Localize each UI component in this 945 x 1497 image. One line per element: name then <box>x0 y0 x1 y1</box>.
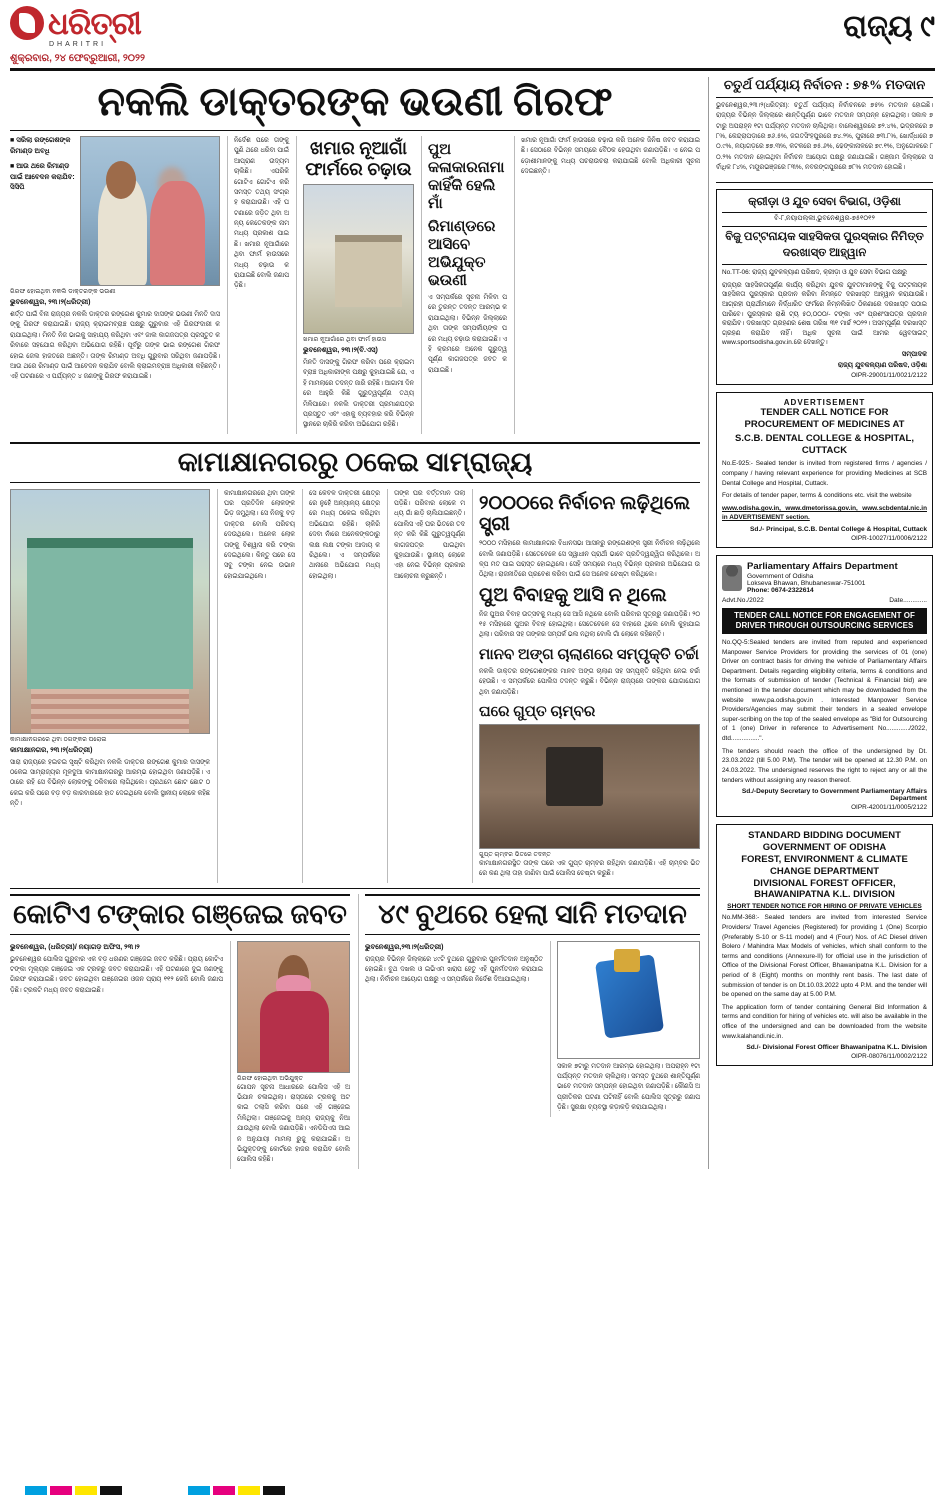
parl-sign: Sd./-Deputy Secretary to Government Parliamentary Affairs Department <box>741 788 927 803</box>
lead-subheadline: ଖମାର ନୂଆଗାଁ ଫାର୍ମରେ ଚଢ଼ାଉ <box>305 138 412 179</box>
cmyk-magenta-1 <box>50 1486 72 1495</box>
mid-col-2-wrap <box>217 489 295 883</box>
sports-ad-signer: ରାଜ୍ୟ ଯୁବକଳ୍ୟାଣ ପରିଷଦ, ଓଡ଼ିଶା <box>837 361 927 369</box>
news-area <box>10 77 700 1169</box>
lead-col-5: ଖମାର ନୂଆଗାଁ ଫାର୍ମ ହାଉସରେ ଚଢ଼ାଉ କରି ଅନେକ ଜିନିଷ ଜବତ କରାଯାଇଛି। ସେଠାରେ ବିଭିନ୍ନ ସମୟରେ ବୈଠକ ହେଉଥିବା ଜଣାପଡ଼ିଛି। ଏ ନେଇ ପଡ଼ୋଶୀମାନଙ୍କୁ ମଧ୍ୟ ପଚରାଉଚରା କରାଯାଇଛି ବୋଲି ଅଧିକାରୀ ସୂଚନା ଦେଇଛନ୍ତି। <box>521 137 700 176</box>
bottom-left-byline: ଭୁବନେଶ୍ୱର, (ଧରିତ୍ରୀ)/ ନୟାଗଡ଼ ଅଫିସ, ୨୩।୨ <box>10 943 140 951</box>
lead-photo-farmhouse <box>303 184 414 334</box>
mid-sub3-text: ନକଲି ଡାକ୍ତର ରଙ୍ଗେଶଙ୍କର ମାନବ ଅଙ୍ଗ ଚାଲାଣ ସହ ସମ୍ପୃକ୍ତି ରହିଥିବା ନେଇ ଚର୍ଚ୍ଚା ହେଉଛି। ଏ ସମ୍ପର୍କରେ ପୋଲିସ ତଦନ୍ତ କରୁଛି। ବିଭିନ୍ନ ରାଜ୍ୟରେ ତାଙ୍କର ଯୋଗାଯୋଗ ଥିବା ଜଣାପଡ଼ିଛି। <box>479 667 700 696</box>
logo-block <box>10 6 145 64</box>
parl-body: No.QQ-5:Sealed tenders are invited from reputed and experienced Manpower Service Providers for providing the services of 01 (one) Driver on contract basis for driving the vehicle of Parliamentary Affairs Department. Details regarding eligibility criteria, terms & conditions and the formats of submission of tender (Technical & Financial bid) are mentioned in the tender document which may be downloaded from the website www.pa.odisha.gov.in . Interested Manpower Service Providers/Agencies may submit their tenders in a sealed envelope super-scribing on the top of the sealed envelope as "Bid for Outsourcing of 1 (one) Driver in reference to Advertisement No............./2022, dtd................". <box>722 638 927 743</box>
forest-l2: GOVERNMENT OF ODISHA <box>762 841 887 853</box>
parl-band-title: TENDER CALL NOTICE FOR ENGAGEMENT OF DRIVER THROUGH OUTSOURCING SERVICES <box>722 608 927 634</box>
ad-forest-tender <box>716 824 933 1066</box>
cmyk-cyan-2 <box>188 1486 210 1495</box>
dental-sign: Sd./- Principal, S.C.B. Dental College & Hospital, Cuttack <box>750 526 927 534</box>
dental-links[interactable]: www.odisha.gov.in, www.dmetorissa.gov.in, www.scbdental.nic.in in ADVERTISEMENT section. <box>722 504 927 522</box>
lead-story <box>10 77 700 434</box>
forest-l1: STANDARD BIDDING DOCUMENT <box>748 830 901 842</box>
cmyk-black-1 <box>100 1486 122 1495</box>
parl-dept: Parliamentary Affairs Department <box>747 561 898 573</box>
dental-advt-label: ADVERTISEMENT <box>783 397 866 407</box>
mid-sub3-headline: ମାନବ ଅଙ୍ଗ ଚାଲାଣରେ ସମ୍ପୃକ୍ତି ଚର୍ଚ୍ଚା <box>479 646 699 663</box>
bottom-right-col-1: ରାଜ୍ୟର ବିଭିନ୍ନ ଜିଲ୍ଲାରେ ୪୯ଟି ବୁଥରେ ଗୁରୁବାର ପୁନର୍ମତଦାନ ଅନୁଷ୍ଠିତ ହୋଇଛି। ବୁଥ ଦଖଲ ଓ ଇଭିଏମ ଖରାପ ହେତୁ ଏହି ପୁନର୍ମତଦାନ କରାଯାଇଥିଲା। ନିର୍ବାଚନ ଆୟୋଗ ପକ୍ଷରୁ ଏ ସମ୍ପର୍କରେ ନିର୍ଦେଶ ଦିଆଯାଇଥିଲା। <box>365 955 543 984</box>
parl-govt: Government of Odisha <box>747 572 814 580</box>
sports-ad-ref: No.TT-06: ରାଜ୍ୟ ଯୁବକଳ୍ୟାଣ ପରିଷଦ, କ୍ରୀଡ଼ା ଓ ଯୁବ ସେବା ବିଭାଗ ପକ୍ଷରୁ <box>722 269 907 277</box>
dental-oipr: OIPR-10027/11/0006/2122 <box>851 535 927 543</box>
mid-sidebars <box>472 489 700 883</box>
lead-subhead-2: ରିମାଣ୍ଡରେ ଆସିବେ ଅଭିଯୁକ୍ତ ଭଉଣୀ <box>428 219 496 289</box>
lead-subhead-1: ପୁଅ କଳାକାରନାମା କାହିଁକି ହେଲି ମାଁ <box>428 142 505 212</box>
sports-ad-oipr: OIPR-29001/11/0021/2122 <box>851 371 927 379</box>
mid-photo-chamber-caption: ଗୁପ୍ତ ଚାମ୍ବର ଭିତରେ ତଦନ୍ତ <box>479 850 551 858</box>
ballot-lid <box>614 949 639 972</box>
cmyk-spacer-2 <box>125 1486 185 1495</box>
parl-oipr: OIPR-42001/11/0005/2122 <box>851 804 927 812</box>
parl-phone: Phone: 0674-2322614 <box>747 586 814 594</box>
dental-body: No.E-925:- Sealed tender is invited from registered firms / agencies / company / having relevant experience for providing Medicines at SCB Dental College and Hospital, Cuttack. <box>722 460 927 487</box>
mid-col-3: ସେ କେବଳ ଡାକ୍ତରୀ କ୍ଷେତ୍ରରେ ନୁହେଁ ଅନ୍ୟାନ୍ୟ କ୍ଷେତ୍ରରେ ମଧ୍ୟ ଠକେଇ କରିଥିବା ଅଭିଯୋଗ ରହିଛି। ଚାକିରି ଦେବା ନାଁରେ ଅନେକଙ୍କଠାରୁ ଲକ୍ଷ ଲକ୍ଷ ଟଙ୍କା ଆଦାୟ କରିଥିଲେ। ଏ ସମ୍ପର୍କରେ ଥାନାରେ ଅଭିଯୋଗ ମଧ୍ୟ ହୋଇଥିଲା। <box>309 489 380 580</box>
bottom-right-headline: ୪୯ ବୁଥରେ ହେଲା ସାନି ମତଦାନ <box>365 894 700 935</box>
divider-1 <box>10 888 700 889</box>
lead-narrow-col <box>227 136 289 434</box>
forest-l5: SHORT TENDER NOTICE FOR HIRING OF PRIVATE VEHICLES <box>727 903 922 911</box>
logo-subtitle: DHARITRI <box>48 41 107 48</box>
bottom-left-story <box>10 894 350 1169</box>
lead-photo-caption: ଗିରଫ ହୋଇଥିବା ନକଲି ଡାକ୍ତରଙ୍କ ଭଉଣୀ <box>10 288 116 295</box>
lead-mid-col <box>296 136 414 434</box>
bottom-left-photo-caption: ଗିରଫ ହୋଇଥିବା ଅଭିଯୁକ୍ତ <box>237 1074 304 1082</box>
cmyk-black-2 <box>263 1486 285 1495</box>
lead-byline: ଭୁବନେଶ୍ୱର, ୨୩।୨(ଧରିତ୍ରୀ) <box>10 299 91 306</box>
mid-headline: କାମାକ୍ଷାନଗରରୁ ଠକେଇ ସାମ୍ରାଜ୍ୟ <box>10 442 700 483</box>
mid-col-1: ସାରା ରାଜ୍ୟରେ ହଇଚଇ ସୃଷ୍ଟି କରିଥିବା ନକଲି ଡାକ୍ତର ରଙ୍ଗେଶ କୁମାର ଦାସଙ୍କ ଠକେଇ ସାମ୍ରାଜ୍ୟର ମୂଳଦୁଆ କାମାକ୍ଷାନଗରରୁ ଆରମ୍ଭ ହୋଇଥିବା ଜଣାପଡ଼ିଛି। ଏଠାରେ ରହି ସେ ବିଭିନ୍ନ ଲୋକଙ୍କୁ ଠକିବାରେ ଲାଗିଥିଲେ। ପ୍ରଥମେ ଛୋଟ ଛୋଟ ଠକେଇ କରି ପରେ ବଡ଼ ବଡ଼ କାରବାରରେ ହାତ ଦେଇଥିଲେ ବୋଲି ସ୍ଥାନୀୟ ଲୋକେ କହିଛନ୍ତି। <box>10 758 210 808</box>
bottom-left-photo <box>237 941 350 1073</box>
mid-photo-house <box>10 489 210 734</box>
sports-ad-body: ରାଜ୍ୟର ସାହସିକତାପୂର୍ଣ୍ଣ କାର୍ଯ୍ୟ କରିଥିବା ଯୁବକ ଯୁବତୀମାନଙ୍କୁ ବିଜୁ ପଟ୍ଟନାୟକ ସାହସିକତା ପୁରସ୍କାର ପ୍ରଦାନ କରିବା ନିମନ୍ତେ ଦରଖାସ୍ତ ଆହ୍ୱାନ କରାଯାଉଛି। ଆଗ୍ରହୀ ପ୍ରାର୍ଥୀମାନେ ନିର୍ଦ୍ଧାରିତ ଫର୍ମରେ ନିମ୍ନଲିଖିତ ଠିକଣାରେ ଦରଖାସ୍ତ ପଠାଇ ପାରିବେ। ପୁରସ୍କାର ରାଶି ଟ୍ୟ ୫୦,୦୦୦/- ଟଙ୍କା ଏବଂ ପ୍ରଶଂସାପତ୍ର ପ୍ରଦାନ କରାଯିବ। ଦରଖାସ୍ତ ଗ୍ରହଣର ଶେଷ ତାରିଖ ୩୧ ମାର୍ଚ୍ଚ ୨୦୨୨। ଅସମ୍ପୂର୍ଣ୍ଣ ଦରଖାସ୍ତ ଗ୍ରହଣ କରାଯିବ ନାହିଁ। ଅଧିକ ସୂଚନା ପାଇଁ ଆମର ୱେବସାଇଟ୍ www.sportsodisha.gov.in.ରେ ଦେଖନ୍ତୁ। <box>722 281 927 347</box>
ad-sports-department <box>716 189 933 385</box>
mid-photo-col <box>10 489 210 883</box>
forest-sign: Sd./- Divisional Forest Officer Bhawanipatna K.L. Division <box>746 1044 927 1052</box>
mid-sub1-headline: ୨୦୦୦ରେ ନିର୍ବାଚନ ଲଢ଼ିଥିଲେ ସ୍ତ୍ରୀ <box>479 492 691 536</box>
mid-col-4-wrap <box>387 489 465 883</box>
dharitri-logo-icon <box>10 6 44 40</box>
mid-byline: କାମାକ୍ଷାନଗର, ୨୩।୨(ଧରିତ୍ରୀ) <box>10 746 93 754</box>
forest-oipr: OIPR-08076/11/0002/2122 <box>851 1053 927 1061</box>
cmyk-yellow-2 <box>238 1486 260 1495</box>
poll-text: ଭୁବନେଶ୍ୱର,୨୩।୨(ଧରିତ୍ରୀ): ଚତୁର୍ଥ ପର୍ଯ୍ୟାୟ ନିର୍ବାଚନରେ ୭୫% ମତଦାନ ହୋଇଛି। ରାଜ୍ୟର ବିଭିନ୍ନ ଜିଲ୍ଲାରେ ଶାନ୍ତିପୂର୍ଣ୍ଣ ଭାବେ ମତଦାନ ସମ୍ପନ୍ନ ହୋଇଥିଲା। ସକାଳ ୭ଟାରୁ ଅପରାହ୍ନ ୧ଟା ପର୍ଯ୍ୟନ୍ତ ମତଦାନ ଚାଲିଥିଲା। ବାଲେଶ୍ୱରରେ ୭୨.୪%, ଭଦ୍ରକରେ ୭୮%, କେନ୍ଦ୍ରାପଡ଼ାରେ ୭୬.୫%, ଜଗତସିଂହପୁରରେ ୭୪.୨%, ପୁରୀରେ ୭୩.୮%, ଖୋର୍ଦ୍ଧାରେ ୭୦.୯%, ନୟାଗଡ଼ରେ ୭୭.୩%, କଟକରେ ୭୫.୬%, ଢେଙ୍କାନାଳରେ ୭୯.୧%, ଅନୁଗୋଳରେ ୮୦.୨% ମତଦାନ ହୋଇଥିବା ନିର୍ବାଚନ ଆୟୋଗ ପକ୍ଷରୁ ଜଣାଯାଇଛି। ଗଞ୍ଜାମ ଜିଲ୍ଲାରେ ସର୍ବାଧିକ ୮୪%, ମୟୂରଭଞ୍ଜରେ ୮୩%, ନବରଙ୍ଗପୁରରେ ୭୮% ମତଦାନ ହୋଇଛି। <box>716 101 933 172</box>
lead-byline-2: ଭୁବନେଶ୍ୱର, ୨୩।୨(ବି.ଏସ୍‌) <box>303 347 378 354</box>
mid-col-2: କାମାକ୍ଷାନଗରରେ ଥିବା ତାଙ୍କ ଘର ପ୍ରତିଦିନ ଲୋକଙ୍କ ଭିଡ଼ ଜମୁଥିଲା। ସେ ନିଜକୁ ବଡ଼ ଡାକ୍ତର ବୋଲି ପରିଚୟ ଦେଉଥିଲେ। ଅନେକ ଲୋକ ତାଙ୍କୁ ବିଶ୍ୱାସ କରି ଟଙ୍କା ଦେଇଥିଲେ। କିନ୍ତୁ ପରେ ସେ ସବୁ ଟଙ୍କା ନେଇ ଉଭାନ ହୋଇଯାଇଥିଲେ। <box>224 489 295 580</box>
bottom-right-col-2: ସକାଳ ୭ଟାରୁ ମତଦାନ ଆରମ୍ଭ ହୋଇଥିଲା। ଅପରାହ୍ନ ୧ଟା ପର୍ଯ୍ୟନ୍ତ ମତଦାନ ଚାଲିଥିଲା। ସମସ୍ତ ବୁଥରେ ଶାନ୍ତିପୂର୍ଣ୍ଣ ଭାବେ ମତଦାନ ସମ୍ପନ୍ନ ହୋଇଥିବା ଜଣାପଡ଼ିଛି। କୌଣସି ଅପ୍ରୀତିକର ଘଟଣା ଘଟିନାହିଁ ବୋଲି ପୋଲିସ ସୂତ୍ରରୁ ଜଣାପଡ଼ିଛି। ସୁରକ୍ଷା ବ୍ୟବସ୍ଥା କଡ଼ାକଡ଼ି କରାଯାଇଥିଲା। <box>557 1062 700 1112</box>
mid-sub4-headline: ଘରେ ଗୁପ୍ତ ଚାମ୍ବର <box>479 703 596 720</box>
sports-dept-address: ବି-୮,ନୟାପଲ୍ଲୀ,ଭୁବନେଶ୍ୱର-୭୫୧୦୧୨ <box>774 215 875 223</box>
lead-col-1: ଶର୍ତ୍ତ ପାଇଁ ବିନା ରାଜ୍ୟର ନକଲି ଡାକ୍ତର ରଙ୍ଗେଶ କୁମାର ଦାସଙ୍କ ଭଉଣୀ ମିନତି ଦାସଙ୍କୁ ଗିରଫ କରାଯାଇଛି। ରାଜ୍ୟ କ୍ରାଇମବ୍ରାଞ୍ଚ ପକ୍ଷରୁ ଗୁରୁବାର ଏହି ଗିରଫଦାରୀ କରାଯାଇଥିଲା। ମିନତି ନିଜ ଭାଇକୁ ସାହାଯ୍ୟ କରିଥିବା ଏବଂ ଜାଲ କାଗଜପତ୍ର ପ୍ରସ୍ତୁତ କରିବାରେ ସହଯୋଗ କରିଥିବା ଅଭିଯୋଗ ରହିଛି। ପୂର୍ବରୁ ତାଙ୍କ ଭାଇ ରଙ୍ଗେଶ ଗିରଫ ହୋଇ ଜେଲ ହାଜତରେ ଅଛନ୍ତି। ତାଙ୍କ ରିମାଣ୍ଡ ଅବଧି ଗୁରୁବାର ସରିଥିବା ଜଣାପଡ଼ିଛି। ଆଉ ଥରେ ରିମାଣ୍ଡ ପାଇଁ ଆବେଦନ କରାଯିବ ବୋଲି କ୍ରାଇମବ୍ରାଞ୍ଚ ଅଧିକାରୀ କହିଛନ୍ତି। ଏହି ଘଟଣାରେ ଏ ପର୍ଯ୍ୟନ୍ତ ୪ ଜଣଙ୍କୁ ଗିରଫ କରାଯାଇଛି। <box>10 311 220 381</box>
sports-ad-title: ବିଜୁ ପଟ୍ଟନାୟକ ସାହସିକତା ପୁରସ୍କାର ନିମିତ୍ତ ଦରଖାସ୍ତ ଆହ୍ୱାନ <box>722 226 927 265</box>
cmyk-magenta-2 <box>213 1486 235 1495</box>
mid-photo-chamber <box>479 724 700 849</box>
mid-story <box>10 489 700 883</box>
publication-date: ଶୁକ୍ରବାର, ୨୪ ଫେବ୍ରୁଆରୀ, ୨୦୨୨ <box>10 53 146 64</box>
section-title: ରାଜ୍ୟ ୯ <box>843 10 935 43</box>
dental-org: S.C.B. DENTAL COLLEGE & HOSPITAL, CUTTACK <box>735 432 914 456</box>
lead-bullets: ■ ସରିଲା ରଙ୍ଗେଶଙ୍କ ରିମାଣ୍ଡ ଅବଧି ■ ଆଉ ଥରେ ରିମାଣ୍ଡ ପାଇଁ ଆବେଦନ କରାଯିବ: ସିସିପି <box>10 137 75 191</box>
cmyk-cyan-1 <box>25 1486 47 1495</box>
parl-body-2: The tenders should reach the office of the undersigned by Dt. 23.03.2022 (till 5.00 P.M). The tender will be opened at 12.30 P.M. on 24.03.2022. The undersigned reserves the right to reject any or all the tenders without assigning any reason thereof. <box>722 747 927 784</box>
cmyk-registration-bar <box>0 1483 945 1497</box>
bottom-right-photo-ballot <box>557 941 700 1059</box>
mid-photo-caption: କାମାକ୍ଷାନଗରରେ ଥିବା ଠଗଙ୍କର ଘରୋଇ <box>10 735 107 743</box>
face-right-blurred <box>158 167 186 203</box>
mid-col-4: ତାଙ୍କ ଘର ବର୍ତ୍ତମାନ ତାଲା ପଡ଼ିଛି। ପରିବାର ଲୋକେ ମଧ୍ୟ ଗାଁ ଛାଡ଼ି ଚାଲିଯାଇଛନ୍ତି। ପୋଲିସ ଏହି ଘର ଭିତରେ ତଦନ୍ତ କରି କିଛି ଗୁରୁତ୍ୱପୂର୍ଣ୍ଣ କାଗଜପତ୍ର ପାଇଥିବା କୁହାଯାଉଛି। ସ୍ଥାନୀୟ ଲୋକେ ଏହା ନେଇ ବିଭିନ୍ନ ପ୍ରକାର ଆଲୋଚନା କରୁଛନ୍ତି। <box>394 489 465 580</box>
lead-headline: ନକଲି ଡାକ୍ତରଙ୍କ ଭଉଣୀ ଗିରଫ <box>10 77 700 131</box>
ad-parliamentary-tender <box>716 555 933 817</box>
forest-l3: FOREST, ENVIRONMENT & CLIMATE CHANGE DEPARTMENT <box>741 853 908 877</box>
masthead <box>10 6 935 71</box>
forest-l4: DIVISIONAL FOREST OFFICER, BHAWANIPATNA K.L. DIVISION <box>753 877 896 901</box>
parl-advt-no-label: Advt.No./2022 <box>722 596 764 604</box>
forest-body-2: The application form of tender containing General Bid Information & terms and condition for hiring of vehicles etc. will also be available in the office of the undersigned and can be downloaded from the website www.kalahandi.nic.in. <box>722 1003 927 1040</box>
sports-dept-name: କ୍ରୀଡ଼ା ଓ ଯୁବ ସେବା ବିଭାଗ, ଓଡ଼ିଶା <box>722 195 927 214</box>
lead-col-4: ଏ ସମ୍ପର୍କରେ ସୂଚନା ମିଳିବା ପରେ ତୁରନ୍ତ ତଦନ୍ତ ଆରମ୍ଭ କରାଯାଇଥିଲା। ବିଭିନ୍ନ ଜିଲ୍ଲାରେ ଥିବା ତାଙ୍କ ସମ୍ପର୍କୀୟଙ୍କ ଘରେ ମଧ୍ୟ ଚଢ଼ାଉ କରାଯାଇଛି। ଏହି କ୍ରମରେ ଅନେକ ଗୁରୁତ୍ୱପୂର୍ଣ୍ଣ କାଗଜପତ୍ର ଜବତ କରାଯାଇଛି। <box>428 294 507 374</box>
sports-ad-sign-label: ସମ୍ପାଦକ <box>901 350 927 358</box>
forest-body: No.MM-368:- Sealed tenders are invited from interested Service Providers/ Travel Agencies (Registered) for providing 1 (One) Scorpio (Preferably S-10 or S-11 model) and 4 (Four) Nos. of AC Diesel driven Bolero / Mahindra Max Models of vehicles, which shall conform to the terms and conditions (Annexure-II) for official use in the jurisdiction of Office of the Divisional Forest Officer, Bhawanipatna K.L. Division for a period of 8 (Eight) months on monthly rent basis. The last date of submission of tender is on Dt.10.03.2022 upto 4 P.M. and the tender will be opened on the same day at 5.00 P.M. <box>722 914 927 999</box>
cmyk-spacer <box>0 1486 22 1495</box>
lead-photo-accused <box>80 136 220 286</box>
bottom-left-headline: କୋଟିଏ ଟଙ୍କାର ଗଞ୍ଜେଇ ଜବତ <box>10 894 350 935</box>
poll-headline: ଚତୁର୍ଥ ପର୍ଯ୍ୟାୟ ନିର୍ବାଚନ : ୭୫% ମତଦାନ <box>716 77 933 98</box>
bottom-left-col-2: ଗୋପନ ସୂଚନା ଆଧାରରେ ପୋଲିସ ଏହି ଅଭିଯାନ ଚଳାଇଥିଲା। ରାସ୍ତାରେ ଟ୍ରକକୁ ଅଟକାଇ ତଲାସି କରିବା ପରେ ଏହି ଗଞ୍ଜେଇ ମିଳିଥିଲା। ଗଞ୍ଜେଇକୁ ଅନ୍ୟ ରାଜ୍ୟକୁ ନିଆଯାଉଥିଲା ବୋଲି ଜଣାପଡ଼ିଛି। ଏନଡିପିଏସ ଆଇନ ଅନୁଯାୟୀ ମାମଲା ରୁଜୁ କରାଯାଇଛି। ଅଭିଯୁକ୍ତଙ୍କୁ କୋର୍ଟରେ ହାଜର କରାଯିବ ବୋଲି ପୋଲିସ କହିଛି। <box>237 1083 350 1164</box>
lead-bullet-1: ସରିଲା ରଙ୍ଗେଶଙ୍କ ରିମାଣ୍ଡ ଅବଧି <box>10 137 71 155</box>
parl-date-label: Date............. <box>889 596 927 604</box>
mid-sub2-text: ନିଜ ପୁଅର ବିବାହ ଉତ୍ସବକୁ ମଧ୍ୟ ସେ ଆସି ନଥିଲେ ବୋଲି ପରିବାର ସୂତ୍ରରୁ ଜଣାପଡ଼ିଛି। ୨୦୧୫ ମସିହାରେ ପୁଅର ବିବାହ ହୋଇଥିଲା। ସେତେବେଳେ ସେ ବାହାରେ ଥିଲେ ବୋଲି କୁହାଯାଇଥିଲା। ପରିବାର ସହ ତାଙ୍କର ସମ୍ପର୍କ ଭଲ ନଥିଲା ବୋଲି ଗାଁ ଲୋକେ କହିଛନ୍ତି। <box>479 610 700 639</box>
mid-sub2-headline: ପୁଅ ବିବାହକୁ ଆସି ନ ଥିଲେ <box>479 584 667 606</box>
advertisement-column <box>708 77 933 1169</box>
dental-body-2: For details of tender paper, terms & conditions etc. visit the website <box>722 492 912 500</box>
lead-sub-col <box>421 136 507 434</box>
bottom-right-story <box>358 894 700 1169</box>
lead-last-col <box>514 136 700 434</box>
mask-shape <box>276 975 312 996</box>
dental-tender-title: TENDER CALL NOTICE FOR PROCUREMENT OF MEDICINES AT <box>744 406 905 430</box>
poll-result-box <box>716 77 933 183</box>
parl-addr: Lokseva Bhawan, Bhubaneswar-751001 <box>747 579 866 587</box>
lead-narrow-text: ନିର୍ଦେଶ ପରେ ତାଙ୍କୁ ପୁଣି ଥରେ ଧରିବା ପାଇଁ ଆପ୍ରାଣ ଉଦ୍ୟମ ଚାଲିଛି। ଏପରିକି ଗୋଟିଏ ଗୋଟିଏ କରି ସମସ୍ତ ତଥ୍ୟ ସଂଗ୍ରହ କରାଯାଉଛି। ଏହି ଘଟଣାରେ ଜଡ଼ିତ ଥିବା ଅନ୍ୟ କେତେକଙ୍କ ନାମ ମଧ୍ୟ ପ୍ରକାଶ ପାଇଛି। ଖମାର ନୂଆଗାଁରେ ଥିବା ଫାର୍ମ ହାଉସରେ ମଧ୍ୟ ଚଢ଼ାଉ କରାଯାଇଛି ବୋଲି ଜଣାପଡ଼ିଛି। <box>234 137 289 290</box>
logo <box>10 6 141 40</box>
mid-sub4-text: କାମାକ୍ଷାନଗରସ୍ଥିତ ତାଙ୍କ ଘରେ ଏକ ଗୁପ୍ତ ଚାମ୍ବର ରହିଥିବା ଜଣାପଡ଼ିଛି। ଏହି ଚାମ୍ବର ଭିତରେ କଣ ଥିଲା ତାହା ଜାଣିବା ପାଇଁ ପୋଲିସ ଚେଷ୍ଟା କରୁଛି। <box>479 859 700 878</box>
bottom-left-col-1: ଭୁବନେଶ୍ୱର ପୋଲିସ ଗୁରୁବାର ଏକ ବଡ଼ ଧରଣର ଗଞ୍ଜେଇ ଜବତ କରିଛି। ପ୍ରାୟ କୋଟିଏ ଟଙ୍କା ମୂଲ୍ୟର ଗଞ୍ଜେଇ ଏକ ଟ୍ରକରୁ ଜବତ କରାଯାଇଛି। ଏହି ଘଟଣାରେ ଦୁଇ ଜଣଙ୍କୁ ଗିରଫ କରାଯାଇଛି। ଜବତ ହୋଇଥିବା ଗଞ୍ଜେଇର ଓଜନ ପ୍ରାୟ ୧୧୨ କେଜି ବୋଲି ଜଣାପଡ଼ିଛି। ଟ୍ରକଟି ମଧ୍ୟ ଜବତ କରାଯାଇଛି। <box>10 955 223 994</box>
mid-sub1-text: ୨୦୦୦ ମସିହାରେ କାମାକ୍ଷାନଗର ବିଧାନସଭା ଆସନରୁ ରଙ୍ଗେଶଙ୍କ ସ୍ତ୍ରୀ ନିର୍ବାଚନ ଲଢ଼ିଥିଲେ ବୋଲି ଜଣାପଡ଼ିଛି। ସେତେବେଳେ ସେ ସ୍ୱାଧୀନ ପ୍ରାର୍ଥୀ ଭାବେ ପ୍ରତିଦ୍ୱନ୍ଦ୍ୱିତା କରିଥିଲେ। ଅଳ୍ପ ମତ ପାଇ ପରାସ୍ତ ହୋଇଥିଲେ। ସେହି ସମୟରେ ମଧ୍ୟ ବିଭିନ୍ନ ପ୍ରକାର ଅଭିଯୋଗ ଉଠିଥିଲା। ରାଜନୀତିରେ ପ୍ରବେଶ କରିବା ପାଇଁ ସେ ଅନେକ ଚେଷ୍ଟା କରିଥିଲେ। <box>479 540 700 579</box>
face-left <box>106 161 136 199</box>
lead-left-block <box>10 136 220 434</box>
stairs <box>31 679 189 732</box>
mid-col-3-wrap <box>302 489 380 883</box>
ad-dental-tender <box>716 392 933 548</box>
bottom-right-byline: ଭୁବନେଶ୍ୱର,୨୩।୨(ଧରିତ୍ରୀ) <box>365 943 444 951</box>
cmyk-yellow-1 <box>75 1486 97 1495</box>
logo-text: ଧରିତ୍ରୀ <box>48 5 141 41</box>
state-emblem-icon <box>722 565 742 591</box>
lead-col-3: ମିନତି ଦାସଙ୍କୁ ଗିରଫ କରିବା ପରେ କ୍ରାଇମବ୍ରାଞ୍ଚ ଅଧିକାରୀଙ୍କ ପକ୍ଷରୁ କୁହାଯାଇଛି ଯେ, ଏହି ମାମଲାରେ ତଦନ୍ତ ଜାରି ରହିଛି। ଆଗାମୀ ଦିନରେ ଆହୁରି କିଛି ଗୁରୁତ୍ୱପୂର୍ଣ୍ଣ ତଥ୍ୟ ମିଳିପାରେ। ନକଲି ଡାକ୍ତରୀ ପ୍ରମାଣପତ୍ର ପ୍ରସ୍ତୁତ ଏବଂ ଏହାକୁ ବ୍ୟବହାର କରି ବିଭିନ୍ନ ସ୍ଥାନରେ ଚାକିରି କରିବା ଅଭିଯୋଗ ରହିଛି। <box>303 359 414 429</box>
lead-photo2-caption: ଖମାର ନୂଆଗାଁରେ ଥିବା ଫାର୍ମ ହାଉସ <box>303 336 386 343</box>
lead-bullet-2: ଆଉ ଥରେ ରିମାଣ୍ଡ ପାଇଁ ଆବେଦନ କରାଯିବ: ସିସିପି <box>10 163 75 191</box>
bottom-stories <box>10 894 700 1169</box>
